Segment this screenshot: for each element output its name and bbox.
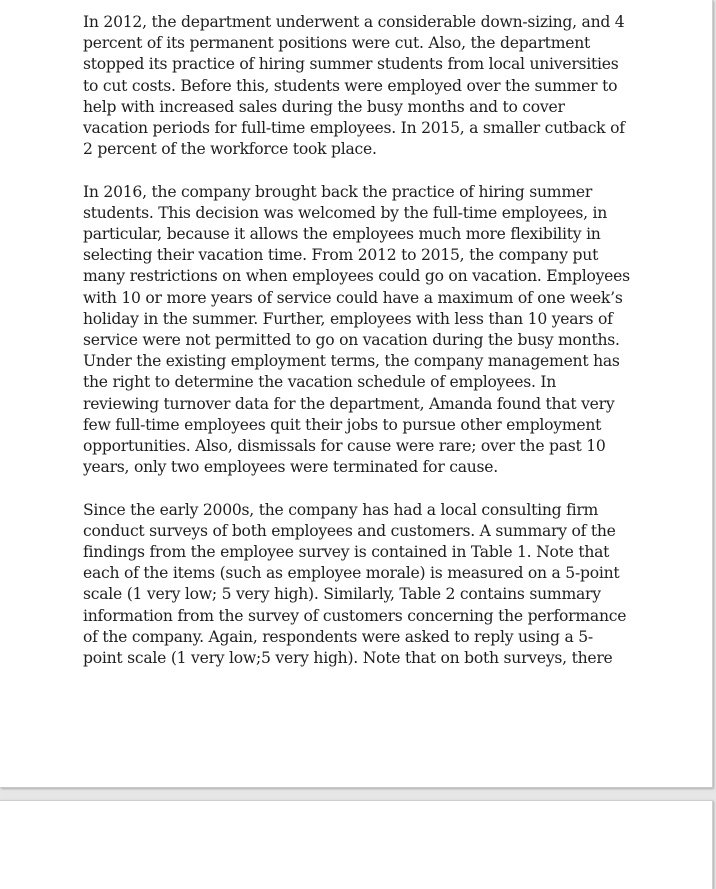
text-line: of the company. Again, respondents were asked to reply using a 5-	[83, 627, 593, 646]
text-line: with 10 or more years of service could have a maximum of one week’s	[83, 288, 623, 307]
text-line: opportunities. Also, dismissals for cause were rare; over the past 10	[83, 437, 606, 456]
paragraph-summer-students	[83, 182, 631, 479]
page-content	[83, 12, 631, 690]
text-line: percent of its permanent positions were cut. Also, the department	[83, 34, 591, 53]
text-line: the right to determine the vacation schedule of employees. In	[83, 373, 557, 392]
text-line: conduct surveys of both employees and customers. A summary of the	[83, 521, 616, 540]
text-line: In 2016, the company brought back the practice of hiring summer	[83, 182, 593, 201]
text-line: information from the survey of customers concerning the performance	[83, 606, 627, 625]
text-line: each of the items (such as employee morale) is measured on a 5-point	[83, 564, 620, 583]
text-line: years, only two employees were terminated for cause.	[83, 458, 498, 477]
text-line: scale (1 very low; 5 very high). Similarly, Table 2 contains summary	[83, 585, 601, 604]
text-line: reviewing turnover data for the department, Amanda found that very	[83, 394, 615, 413]
paragraph-surveys	[83, 500, 631, 670]
text-line: few full-time employees quit their jobs to pursue other employment	[83, 415, 602, 434]
text-line: vacation periods for full-time employees. In 2015, a smaller cutback of	[83, 119, 625, 138]
text-line: In 2012, the department underwent a considerable down-sizing, and 4	[83, 13, 625, 31]
text-line: to cut costs. Before this, students were employed over the summer to	[83, 76, 618, 95]
text-line: selecting their vacation time. From 2012 to 2015, the company put	[83, 246, 599, 265]
text-line: Since the early 2000s, the company has had a local consulting firm	[83, 500, 599, 519]
text-line: stopped its practice of hiring summer students from local universities	[83, 55, 619, 74]
next-document-page	[0, 800, 713, 889]
text-line: findings from the employee survey is contained in Table 1. Note that	[83, 543, 610, 562]
text-line: service were not permitted to go on vacation during the busy months.	[83, 331, 620, 350]
text-line: many restrictions on when employees could go on vacation. Employees	[83, 267, 630, 286]
text-line: 2 percent of the workforce took place.	[83, 140, 377, 159]
text-line: students. This decision was welcomed by the full-time employees, in	[83, 203, 608, 222]
text-line: particular, because it allows the employees much more flexibility in	[83, 225, 601, 244]
text-line: Under the existing employment terms, the company management has	[83, 352, 620, 371]
text-line: holiday in the summer. Further, employees with less than 10 years of	[83, 309, 613, 328]
paragraph-staffing-cuts	[83, 12, 631, 160]
text-line: help with increased sales during the busy months and to cover	[83, 97, 565, 116]
text-line: point scale (1 very low;5 very high). Note that on both surveys, there	[83, 649, 613, 668]
